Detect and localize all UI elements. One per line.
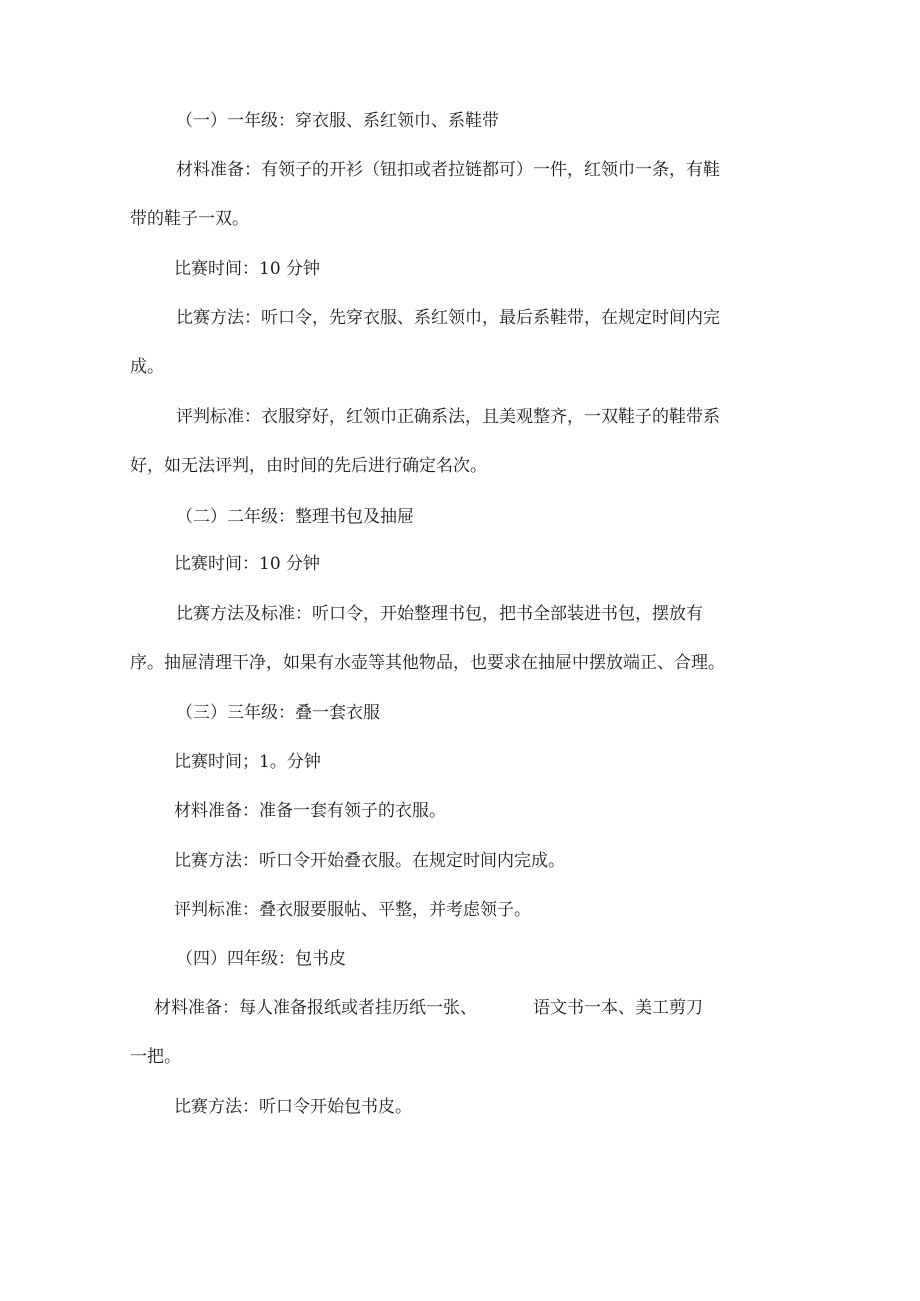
grade1-materials-line1: 材料准备：有领子的开衫（钮扣或者拉链都可）一件，红领巾一条，有鞋 [176, 160, 720, 180]
grade2-method-line1: 比赛方法及标准：听口令，开始整理书包，把书全部装进书包，摆放有 [176, 604, 703, 624]
section-heading-grade4: （四）四年级：包书皮 [176, 949, 346, 969]
grade1-time: 比赛时间：10 分钟 [174, 259, 321, 279]
section-heading-grade3: （三）三年级：叠一套衣服 [176, 703, 380, 723]
grade3-criteria: 评判标准：叠衣服要服帖、平整，并考虑领子。 [174, 900, 531, 920]
grade1-method-line2: 成。 [130, 357, 164, 377]
grade3-method: 比赛方法：听口令开始叠衣服。在规定时间内完成。 [174, 851, 565, 871]
grade4-materials-line2: 一把。 [130, 1047, 181, 1067]
grade4-method: 比赛方法：听口令开始包书皮。 [174, 1097, 412, 1117]
grade4-materials-part2: 语文书一本、美工剪刀 [533, 998, 703, 1018]
grade4-materials-line1 [154, 997, 703, 1019]
grade4-materials-part1: 材料准备：每人准备报纸或者挂历纸一张、 [154, 998, 477, 1018]
grade1-criteria-line1: 评判标准：衣服穿好，红领巾正确系法，且美观整齐，一双鞋子的鞋带系 [176, 407, 720, 427]
grade2-time: 比赛时间：10 分钟 [174, 554, 321, 574]
grade2-method-line2: 序。抽屉清理干净，如果有水壶等其他物品，也要求在抽屉中摆放端正、合理。 [130, 653, 725, 673]
grade3-time: 比赛时间；1。分钟 [174, 752, 321, 772]
grade3-materials: 材料准备：准备一套有领子的衣服。 [174, 801, 446, 821]
section-heading-grade1: （一）一年级：穿衣服、系红领巾、系鞋带 [176, 111, 499, 131]
grade1-criteria-line2: 好，如无法评判，由时间的先后进行确定名次。 [130, 456, 487, 476]
grade1-materials-line2: 带的鞋子一双。 [130, 209, 249, 229]
section-heading-grade2: （二）二年级：整理书包及抽屉 [176, 507, 414, 527]
grade1-method-line1: 比赛方法：听口令，先穿衣服、系红领巾，最后系鞋带，在规定时间内完 [176, 308, 720, 328]
